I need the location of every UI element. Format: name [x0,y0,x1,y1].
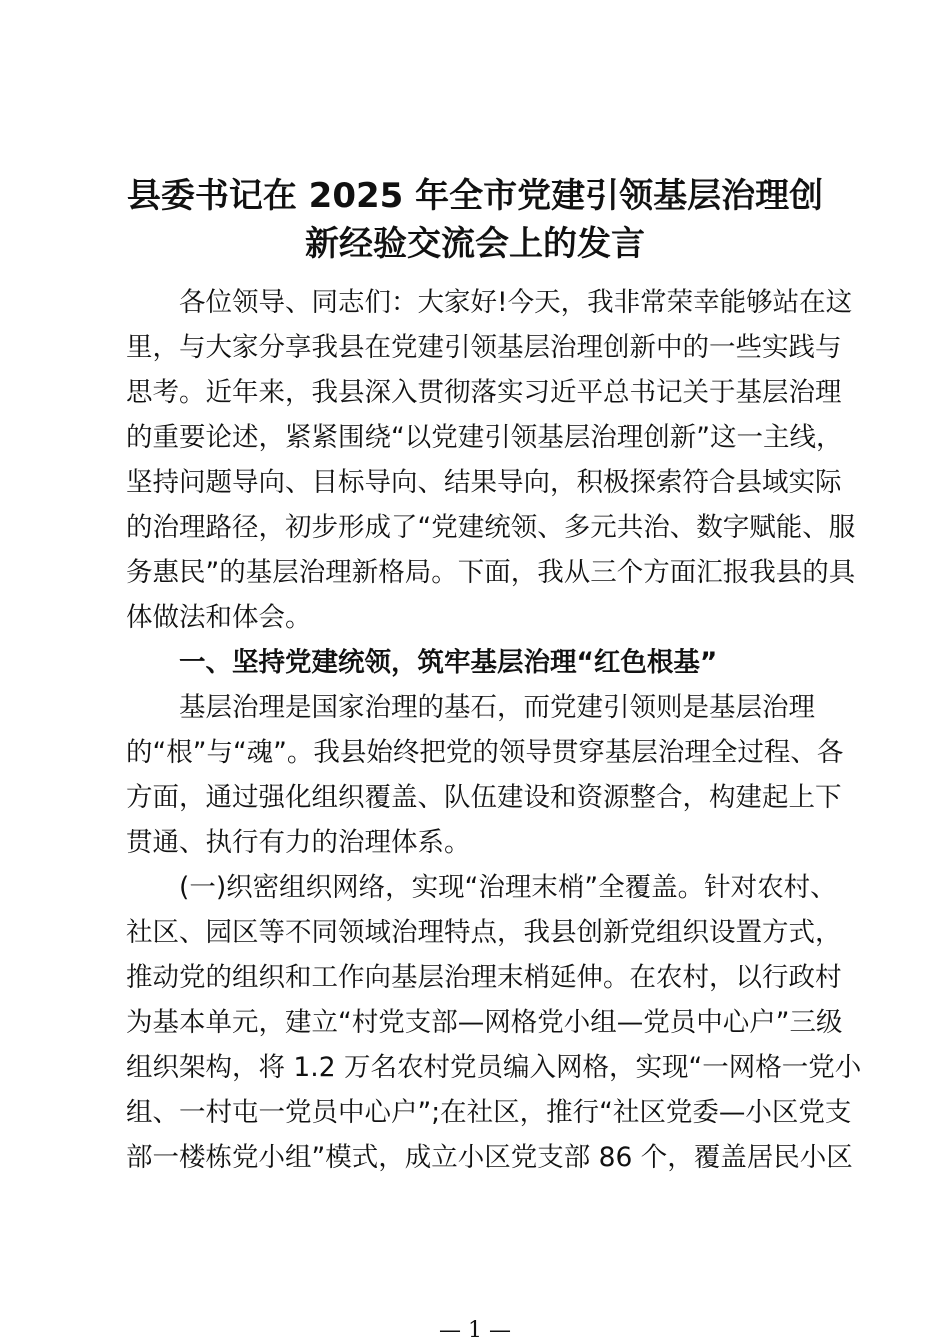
document-body [126,280,862,1180]
body-line: 推动党的组织和工作向基层治理末梢延伸。在农村，以行政村 [126,962,842,993]
body-line: 的治理路径，初步形成了“党建统领、多元共治、数字赋能、服 [126,512,856,543]
body-line: 坚持问题导向、目标导向、结果导向，积极探索符合县域实际 [126,467,842,498]
body-line: 基层治理是国家治理的基石，而党建引领则是基层治理 [126,692,815,723]
body-line: 部一楼栋党小组”模式，成立小区党支部 86 个，覆盖居民小区 [126,1142,853,1173]
body-line: (一)织密组织网络，实现“治理末梢”全覆盖。针对农村、 [126,872,837,903]
title-line: 县委书记在 2025 年全市党建引领基层治理创 [126,176,824,216]
body-line: 为基本单元，建立“村党支部—网格党小组—党员中心户”三级 [126,1007,843,1038]
document-title [0,172,950,268]
body-line: 里，与大家分享我县在党建引领基层治理创新中的一些实践与 [126,332,842,363]
body-line: 的重要论述，紧紧围绕“以党建引领基层治理创新”这一主线， [126,422,843,453]
body-line: 的“根”与“魂”。我县始终把党的领导贯穿基层治理全过程、各 [126,737,844,768]
body-line: 组、一村屯一党员中心户”;在社区，推行“社区党委—小区党支 [126,1097,852,1128]
body-line: 社区、园区等不同领域治理特点，我县创新党组织设置方式， [126,917,842,948]
page-number: — 1 — [439,1318,511,1343]
body-line: 方面，通过强化组织覆盖、队伍建设和资源整合，构建起上下 [126,782,842,813]
body-line: 务惠民”的基层治理新格局。下面，我从三个方面汇报我县的具 [126,557,856,588]
section-heading: 一、坚持党建统领，筑牢基层治理“红色根基” [126,647,718,678]
body-line: 体做法和体会。 [126,602,312,633]
title-line: 新经验交流会上的发言 [305,224,645,264]
body-line: 思考。近年来，我县深入贯彻落实习近平总书记关于基层治理 [126,377,842,408]
body-line: 贯通、执行有力的治理体系。 [126,827,471,858]
body-line: 组织架构，将 1.2 万名农村党员编入网格，实现“一网格一党小 [126,1052,862,1083]
body-line: 各位领导、同志们：大家好!今天，我非常荣幸能够站在这 [126,287,853,318]
